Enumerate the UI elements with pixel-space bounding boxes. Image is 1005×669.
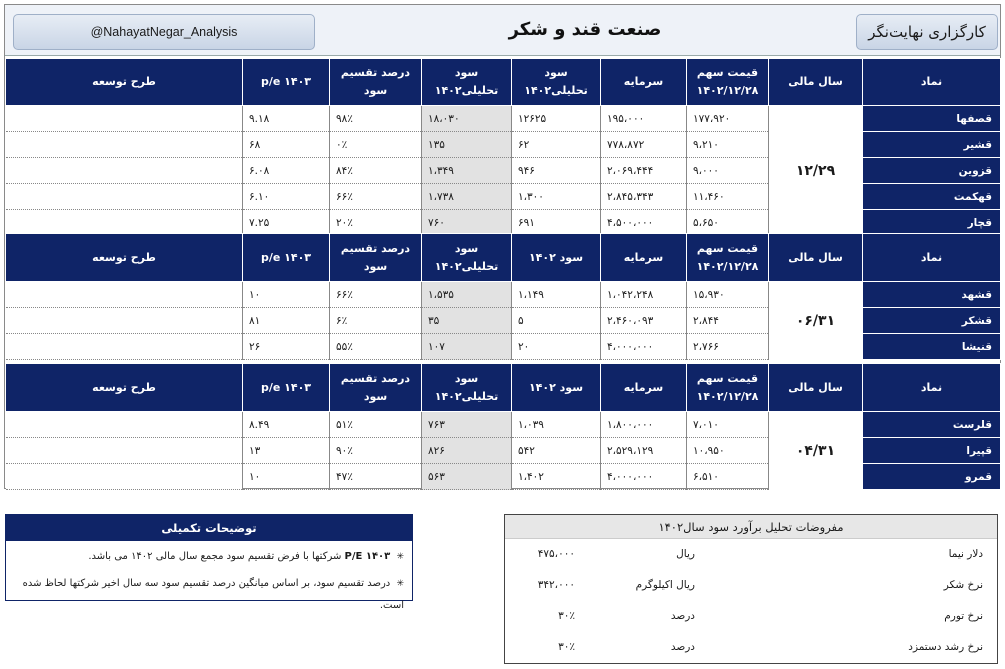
- bullet-icon: ✳: [396, 552, 404, 562]
- cell-symbol: قچار: [863, 210, 1001, 236]
- bullet-icon: ✳: [396, 579, 404, 589]
- cell-expansion: [6, 184, 243, 210]
- cell-profit: ۱،۴۰۲: [512, 464, 601, 490]
- cell-price: ۱۷۷،۹۲۰: [687, 106, 769, 132]
- cell-profit: ۹۴۶: [512, 158, 601, 184]
- cell-pe: ۱۰: [243, 282, 330, 308]
- header-profit: سود تحلیلی۱۴۰۲: [512, 59, 601, 106]
- assumption-label: نرخ تورم: [944, 610, 983, 622]
- cell-payout: ۶٪: [330, 308, 422, 334]
- cell-capital: ۴،۰۰۰،۰۰۰: [601, 334, 687, 360]
- cell-expansion: [6, 308, 243, 334]
- table-row[interactable]: [6, 412, 1001, 438]
- cell-price: ۲،۸۴۴: [687, 308, 769, 334]
- cell-capital: ۱،۰۴۲،۲۴۸: [601, 282, 687, 308]
- cell-payout: ۶۶٪: [330, 282, 422, 308]
- cell-capital: ۲،۰۶۹،۴۴۴: [601, 158, 687, 184]
- cell-profit: ۶۹۱: [512, 210, 601, 236]
- header-fiscal-year: سال مالی: [769, 234, 863, 282]
- cell-pe: ۱۳: [243, 438, 330, 464]
- cell-pe: ۸.۴۹: [243, 412, 330, 438]
- cell-price: ۱۵،۹۳۰: [687, 282, 769, 308]
- header-symbol: نماد: [863, 364, 1001, 412]
- header-symbol: نماد: [863, 59, 1001, 106]
- cell-analytic: ۱،۵۳۵: [422, 282, 512, 308]
- cell-capital: ۲،۸۴۵،۳۴۳: [601, 184, 687, 210]
- header-analytic: سود تحلیلی۱۴۰۲: [422, 234, 512, 282]
- channel-handle[interactable]: @NahayatNegar_Analysis: [13, 14, 315, 50]
- cell-expansion: [6, 334, 243, 360]
- assumption-value: ۳۰٪: [558, 641, 575, 653]
- cell-pe: ۲۶: [243, 334, 330, 360]
- assumption-label: دلار نیما: [948, 548, 983, 560]
- cell-symbol: قشیر: [863, 132, 1001, 158]
- header-pe: p/e ۱۴۰۳: [243, 234, 330, 282]
- header-fiscal-year: سال مالی: [769, 59, 863, 106]
- header-pe: p/e ۱۴۰۳: [243, 59, 330, 106]
- notes-title: توضیحات تکمیلی: [6, 515, 412, 541]
- header-capital: سرمایه: [601, 364, 687, 412]
- cell-payout: ۵۱٪: [330, 412, 422, 438]
- assumption-label: نرخ شکر: [943, 579, 983, 591]
- notes-line-1-text: شرکتها با فرض تقسیم سود مجمع سال مالی ۱۴۰۲ می باشد.: [88, 551, 342, 562]
- table-row[interactable]: [6, 282, 1001, 308]
- cell-analytic: ۱۸،۰۳۰: [422, 106, 512, 132]
- cell-price: ۷،۰۱۰: [687, 412, 769, 438]
- assumption-unit: درصد: [670, 641, 695, 653]
- header-capital: سرمایه: [601, 59, 687, 106]
- cell-symbol: قشکر: [863, 308, 1001, 334]
- section-table-2: [5, 233, 1001, 360]
- section-table-3: [5, 363, 1001, 490]
- cell-symbol: قپیرا: [863, 438, 1001, 464]
- cell-symbol: قصفها: [863, 106, 1001, 132]
- cell-payout: ۲۰٪: [330, 210, 422, 236]
- header-payout: درصد تقسیم سود: [330, 234, 422, 282]
- cell-payout: ۰٪: [330, 132, 422, 158]
- cell-symbol: قنیشا: [863, 334, 1001, 360]
- cell-payout: ۵۵٪: [330, 334, 422, 360]
- cell-payout: ۹۸٪: [330, 106, 422, 132]
- cell-payout: ۸۴٪: [330, 158, 422, 184]
- notes-line-1: [6, 541, 412, 568]
- cell-payout: ۶۶٪: [330, 184, 422, 210]
- cell-fiscal-year: ۰۶/۳۱: [769, 282, 863, 360]
- cell-expansion: [6, 282, 243, 308]
- cell-profit: ۱،۱۴۹: [512, 282, 601, 308]
- cell-analytic: ۷۶۰: [422, 210, 512, 236]
- header-payout: درصد تقسیم سود: [330, 364, 422, 412]
- notes-line-2-text: درصد تقسیم سود، بر اساس میانگین درصد تقسیم سود سه سال اخیر شرکتها لحاظ شده است.: [22, 578, 404, 611]
- cell-analytic: ۷۶۳: [422, 412, 512, 438]
- header-expansion: طرح توسعه: [6, 59, 243, 106]
- cell-payout: ۴۷٪: [330, 464, 422, 490]
- assumption-unit: ریال اکیلوگرم: [635, 579, 695, 591]
- section-table-1: [5, 58, 1001, 236]
- cell-pe: ۶۸: [243, 132, 330, 158]
- header-price: قیمت سهم ۱۴۰۲/۱۲/۲۸: [687, 59, 769, 106]
- brand-name: کارگزاری نهایت‌نگر: [856, 14, 998, 50]
- assumption-unit: درصد: [670, 610, 695, 622]
- header-expansion: طرح توسعه: [6, 364, 243, 412]
- cell-expansion: [6, 438, 243, 464]
- cell-price: ۱۱،۴۶۰: [687, 184, 769, 210]
- cell-expansion: [6, 132, 243, 158]
- page-header: [5, 5, 1000, 56]
- cell-symbol: قلرست: [863, 412, 1001, 438]
- notes-box: [5, 514, 413, 611]
- cell-capital: ۱،۸۰۰،۰۰۰: [601, 412, 687, 438]
- cell-pe: ۱۰: [243, 464, 330, 490]
- cell-symbol: قمرو: [863, 464, 1001, 490]
- cell-profit: ۱،۳۰۰: [512, 184, 601, 210]
- cell-analytic: ۱،۷۳۸: [422, 184, 512, 210]
- header-price: قیمت سهم ۱۴۰۲/۱۲/۲۸: [687, 234, 769, 282]
- cell-symbol: قهکمت: [863, 184, 1001, 210]
- cell-expansion: [6, 464, 243, 490]
- cell-expansion: [6, 158, 243, 184]
- notes-line-1-bold: P/E ۱۴۰۳: [344, 551, 391, 562]
- cell-pe: ۹.۱۸: [243, 106, 330, 132]
- assumption-row: [505, 632, 997, 663]
- notes-line-2: [6, 568, 412, 617]
- cell-analytic: ۱۰۷: [422, 334, 512, 360]
- header-capital: سرمایه: [601, 234, 687, 282]
- cell-analytic: ۳۵: [422, 308, 512, 334]
- cell-capital: ۱۹۵،۰۰۰: [601, 106, 687, 132]
- cell-price: ۹،۲۱۰: [687, 132, 769, 158]
- assumption-row: [505, 539, 997, 570]
- header-analytic: سود تحلیلی۱۴۰۲: [422, 364, 512, 412]
- cell-price: ۵،۶۵۰: [687, 210, 769, 236]
- assumption-unit: ریال: [676, 548, 695, 560]
- cell-profit: ۲۰: [512, 334, 601, 360]
- header-expansion: طرح توسعه: [6, 234, 243, 282]
- assumption-row: [505, 570, 997, 601]
- cell-pe: ۸۱: [243, 308, 330, 334]
- cell-expansion: [6, 210, 243, 236]
- cell-pe: ۷.۲۵: [243, 210, 330, 236]
- table-row[interactable]: [6, 106, 1001, 132]
- cell-symbol: قزوین: [863, 158, 1001, 184]
- page-title: صنعت قند و شکر: [508, 19, 662, 40]
- header-symbol: نماد: [863, 234, 1001, 282]
- cell-payout: ۹۰٪: [330, 438, 422, 464]
- header-profit: سود ۱۴۰۲: [512, 234, 601, 282]
- cell-symbol: قشهد: [863, 282, 1001, 308]
- cell-analytic: ۱،۳۴۹: [422, 158, 512, 184]
- assumption-label: نرخ رشد دستمزد: [908, 641, 983, 653]
- cell-expansion: [6, 412, 243, 438]
- cell-analytic: ۸۲۶: [422, 438, 512, 464]
- header-fiscal-year: سال مالی: [769, 364, 863, 412]
- header-analytic: سود تحلیلی۱۴۰۲: [422, 59, 512, 106]
- cell-price: ۱۰،۹۵۰: [687, 438, 769, 464]
- assumption-row: [505, 601, 997, 632]
- cell-capital: ۲،۵۲۹،۱۲۹: [601, 438, 687, 464]
- cell-capital: ۴،۰۰۰،۰۰۰: [601, 464, 687, 490]
- header-payout: درصد تقسیم سود: [330, 59, 422, 106]
- cell-pe: ۶.۱۰: [243, 184, 330, 210]
- assumption-value: ۳۰٪: [558, 610, 575, 622]
- cell-profit: ۱۲۶۲۵: [512, 106, 601, 132]
- cell-pe: ۶.۰۸: [243, 158, 330, 184]
- header-pe: p/e ۱۴۰۳: [243, 364, 330, 412]
- cell-profit: ۵: [512, 308, 601, 334]
- header-price: قیمت سهم ۱۴۰۲/۱۲/۲۸: [687, 364, 769, 412]
- cell-profit: ۶۲: [512, 132, 601, 158]
- cell-analytic: ۵۶۳: [422, 464, 512, 490]
- cell-price: ۶،۵۱۰: [687, 464, 769, 490]
- cell-capital: ۴،۵۰۰،۰۰۰: [601, 210, 687, 236]
- assumption-value: ۴۷۵،۰۰۰: [537, 548, 575, 560]
- cell-price: ۹،۰۰۰: [687, 158, 769, 184]
- cell-fiscal-year: ۱۲/۲۹: [769, 106, 863, 236]
- cell-capital: ۲،۴۶۰،۰۹۳: [601, 308, 687, 334]
- cell-fiscal-year: ۰۴/۳۱: [769, 412, 863, 490]
- assumptions-box: [504, 514, 998, 664]
- cell-analytic: ۱۳۵: [422, 132, 512, 158]
- cell-capital: ۷۷۸،۸۷۲: [601, 132, 687, 158]
- header-profit: سود ۱۴۰۲: [512, 364, 601, 412]
- assumption-value: ۳۴۲،۰۰۰: [537, 579, 575, 591]
- cell-profit: ۵۴۲: [512, 438, 601, 464]
- cell-expansion: [6, 106, 243, 132]
- assumptions-title: مفروضات تحلیل برآورد سود سال۱۴۰۲: [505, 515, 997, 539]
- cell-price: ۲،۷۶۶: [687, 334, 769, 360]
- cell-profit: ۱،۰۳۹: [512, 412, 601, 438]
